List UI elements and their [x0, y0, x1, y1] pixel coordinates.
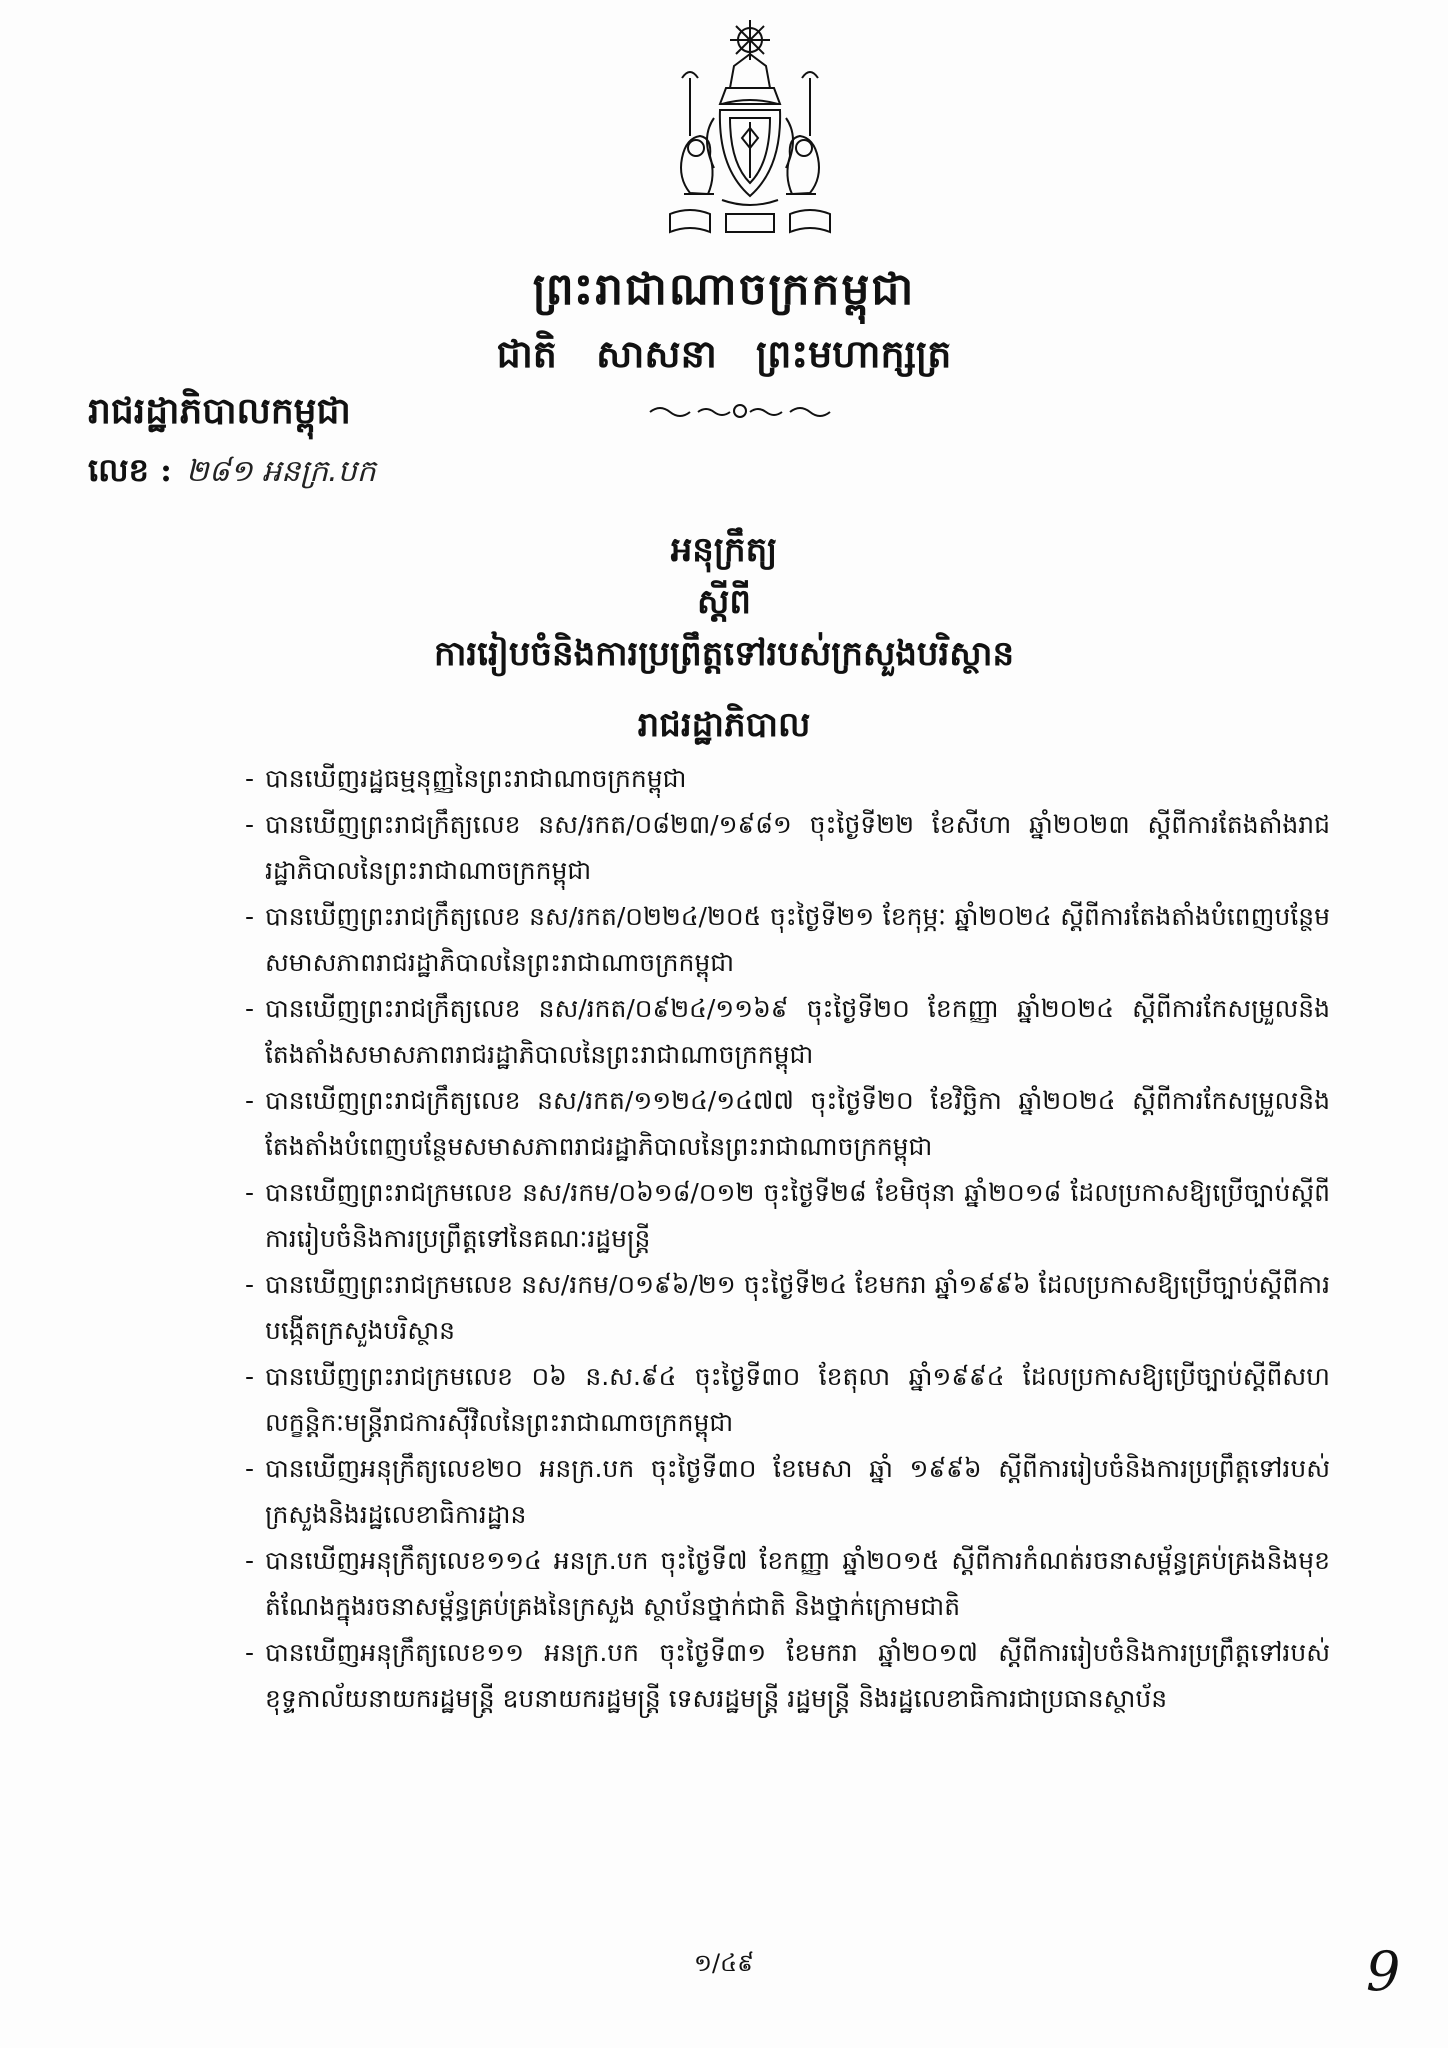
document-number-value: ២៨១ អនក្រ.បក	[185, 454, 376, 489]
preamble-item	[245, 1538, 1330, 1630]
document-type: អនុក្រឹត្យ	[670, 530, 778, 570]
national-motto: ជាតិ សាសនា ព្រះមហាក្សត្រ	[496, 331, 952, 376]
list-dash: -	[245, 1270, 255, 1299]
kingdom-title: ព្រះរាជាណាចក្រកម្ពុជា	[532, 264, 916, 315]
list-dash: -	[245, 1454, 255, 1483]
preamble-text: បានឃើញរដ្ឋធម្មនុញ្ញនៃព្រះរាជាណាចក្រកម្ពុជា	[265, 764, 687, 793]
preamble-text: បានឃើញព្រះរាជក្រឹត្យលេខ នស/រកត/១១២៤/១៤៧៧ ចុះថ្ងៃទី២០ ខែវិច្ឆិកា ឆ្នាំ២០២៤ ស្តីពីការកែសម្រួលនិងតែងតាំងបំពេញបន្ថែមសមាសភាពរាជរដ្ឋាភិបាលនៃព្រះរាជាណាចក្រកម្ពុជា	[265, 1086, 1330, 1161]
list-dash: -	[245, 1362, 255, 1391]
decorative-divider-icon	[640, 398, 840, 424]
document-about: ស្តីពី	[697, 582, 751, 622]
royal-arms-of-cambodia-icon	[630, 18, 870, 258]
preamble-text: បានឃើញព្រះរាជក្រឹត្យលេខ នស/រកត/០៨២៣/១៩៨១ ចុះថ្ងៃទី២២ ខែសីហា ឆ្នាំ២០២៣ ស្តីពីការតែងតាំងរាជរដ្ឋាភិបាលនៃព្រះរាជាណាចក្រកម្ពុជា	[265, 810, 1330, 885]
preamble-text: បានឃើញព្រះរាជក្រមលេខ នស/រកម/០៦១៨/០១២ ចុះថ្ងៃទី២៨ ខែមិថុនា ឆ្នាំ២០១៨ ដែលប្រកាសឱ្យប្រើច្បាប់ស្តីពីការរៀបចំនិងការប្រព្រឹត្តទៅនៃគណៈរដ្ឋមន្ត្រី	[265, 1178, 1330, 1253]
issuing-government: រាជរដ្ឋាភិបាលកម្ពុជា	[88, 390, 351, 432]
preamble-item	[245, 1170, 1330, 1262]
preamble-text: បានឃើញអនុក្រឹត្យលេខ១១ អនក្រ.បក ចុះថ្ងៃទី៣១ ខែមករា ឆ្នាំ២០១៧ ស្តីពីការរៀបចំនិងការប្រព្រឹត្តទៅរបស់ខុទ្ទកាល័យនាយករដ្ឋមន្ត្រី ឧបនាយករដ្ឋមន្ត្រី ទេសរដ្ឋមន្ត្រី រដ្ឋមន្ត្រី និងរដ្ឋលេខាធិការជាប្រធានស្ថាប័ន	[265, 1638, 1330, 1713]
issuing-authority: រាជរដ្ឋាភិបាល	[637, 705, 811, 745]
preamble-item	[245, 756, 1330, 802]
preamble-item	[245, 1630, 1330, 1722]
document-number	[88, 450, 376, 497]
list-dash: -	[245, 1546, 255, 1575]
preamble-item	[245, 1354, 1330, 1446]
document-number-label: លេខ :	[88, 451, 172, 489]
preamble-list	[245, 756, 1330, 1722]
list-dash: -	[245, 764, 255, 793]
preamble-text: បានឃើញព្រះរាជក្រឹត្យលេខ នស/រកត/០២២៤/២០៥ ចុះថ្ងៃទី២១ ខែកុម្ភៈ ឆ្នាំ២០២៤ ស្តីពីការតែងតាំងបំពេញបន្ថែមសមាសភាពរាជរដ្ឋាភិបាលនៃព្រះរាជាណាចក្រកម្ពុជា	[265, 902, 1330, 977]
list-dash: -	[245, 1638, 255, 1667]
list-dash: -	[245, 902, 255, 931]
preamble-text: បានឃើញអនុក្រឹត្យលេខ២០ អនក្រ.បក ចុះថ្ងៃទី៣០ ខែមេសា ឆ្នាំ ១៩៩៦ ស្តីពីការរៀបចំនិងការប្រព្រឹត្តទៅរបស់ក្រសួងនិងរដ្ឋលេខាធិការដ្ឋាន	[265, 1454, 1330, 1529]
preamble-item	[245, 1078, 1330, 1170]
preamble-text: បានឃើញអនុក្រឹត្យលេខ១១៤ អនក្រ.បក ចុះថ្ងៃទី៧ ខែកញ្ញា ឆ្នាំ២០១៥ ស្តីពីការកំណត់រចនាសម្ព័ន្ធគ្រប់គ្រងនិងមុខតំណែងក្នុងរចនាសម្ព័ន្ធគ្រប់គ្រងនៃក្រសួង ស្ថាប័នថ្នាក់ជាតិ និងថ្នាក់ក្រោមជាតិ	[265, 1546, 1330, 1621]
preamble-item	[245, 1262, 1330, 1354]
preamble-item	[245, 986, 1330, 1078]
preamble-text: បានឃើញព្រះរាជក្រមលេខ ០៦ ន.ស.៩៤ ចុះថ្ងៃទី៣០ ខែតុលា ឆ្នាំ១៩៩៤ ដែលប្រកាសឱ្យប្រើច្បាប់ស្តីពីសហលក្ខន្តិកៈមន្ត្រីរាជការស៊ីវិលនៃព្រះរាជាណាចក្រកម្ពុជា	[265, 1362, 1330, 1437]
preamble-text: បានឃើញព្រះរាជក្រមលេខ នស/រកម/០១៩៦/២១ ចុះថ្ងៃទី២៤ ខែមករា ឆ្នាំ១៩៩៦ ដែលប្រកាសឱ្យប្រើច្បាប់ស្តីពីការបង្កើតក្រសួងបរិស្ថាន	[265, 1270, 1330, 1345]
document-subject: ការរៀបចំនិងការប្រព្រឹត្តទៅរបស់ក្រសួងបរិស្ថាន	[433, 634, 1015, 674]
preamble-item	[245, 894, 1330, 986]
preamble-text: បានឃើញព្រះរាជក្រឹត្យលេខ នស/រកត/០៩២៤/១១៦៩ ចុះថ្ងៃទី២០ ខែកញ្ញា ឆ្នាំ២០២៤ ស្តីពីការកែសម្រួលនិងតែងតាំងសមាសភាពរាជរដ្ឋាភិបាលនៃព្រះរាជាណាចក្រកម្ពុជា	[265, 994, 1330, 1069]
handwritten-page-mark: 9	[1366, 1940, 1401, 2003]
list-dash: -	[245, 1086, 255, 1115]
preamble-item	[245, 802, 1330, 894]
preamble-item	[245, 1446, 1330, 1538]
list-dash: -	[245, 1178, 255, 1207]
list-dash: -	[245, 810, 255, 839]
page-number: ១/៤៩	[693, 1949, 755, 1977]
list-dash: -	[245, 994, 255, 1023]
